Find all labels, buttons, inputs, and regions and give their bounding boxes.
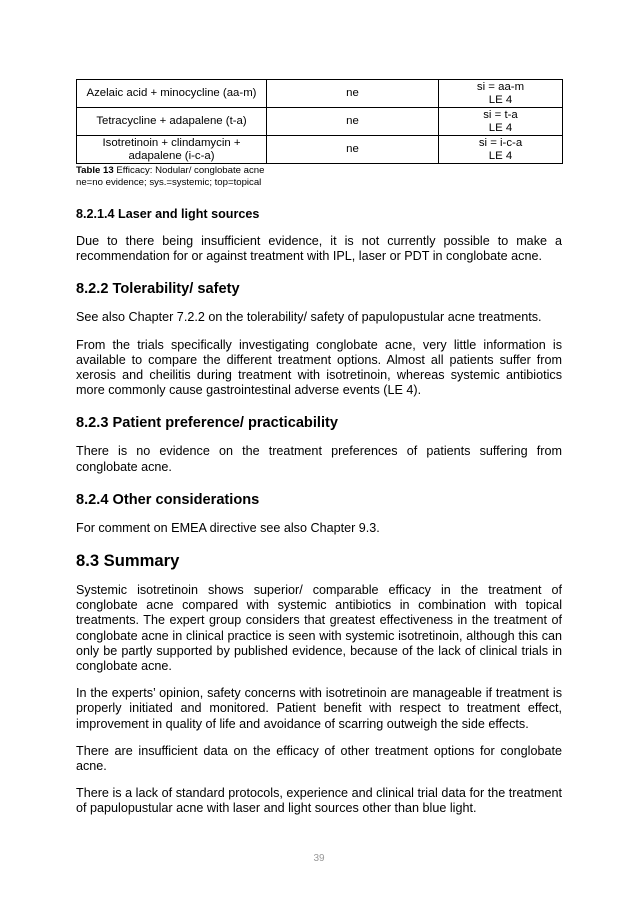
caption-label: Table 13 [76, 165, 114, 176]
result-level: LE 4 [488, 121, 513, 134]
paragraph: There are insufficient data on the efficacy of other treatment options for conglobate acne. [76, 743, 562, 774]
result-level: LE 4 [488, 149, 513, 162]
result-cell [439, 80, 563, 108]
section-heading-laser: 8.2.1.4 Laser and light sources [76, 207, 260, 221]
evidence-cell: ne [267, 136, 439, 164]
paragraph: In the experts’ opinion, safety concerns with isotretinoin are manageable if treatment is properly initiated and monitored. Patient benefit with respect to treatment effect, improvement in quality of life and avoidance of scarring outweigh the side effects. [76, 686, 562, 731]
caption-text: Efficacy: Nodular/ conglobate acne [113, 165, 265, 176]
table-row [77, 108, 563, 136]
treatment-text: Tetracycline + adapalene (t-a) [96, 115, 247, 127]
section-heading-preference: 8.2.3 Patient preference/ practicability [76, 415, 338, 432]
evidence-cell: ne [267, 80, 439, 108]
page-number: 39 [313, 853, 325, 864]
paragraph: There is no evidence on the treatment preferences of patients suffering from conglobate acne. [76, 444, 562, 474]
treatment-text: Azelaic acid + minocycline (aa-m) [86, 87, 257, 99]
treatment-cell [77, 80, 267, 108]
paragraph: There is a lack of standard protocols, experience and clinical trial data for the treatment of papulopustular acne with laser and light sources other than blue light. [76, 786, 562, 816]
section-heading-summary: 8.3 Summary [76, 551, 180, 571]
result-level: LE 4 [488, 93, 513, 106]
section-heading-other: 8.2.4 Other considerations [76, 491, 260, 508]
efficacy-table [76, 79, 563, 164]
caption-note: ne=no evidence; sys.=systemic; top=topical [76, 176, 262, 188]
table-caption [76, 165, 562, 188]
section-heading-tolerability: 8.2.2 Tolerability/ safety [76, 281, 240, 298]
treatment-cell [77, 136, 267, 164]
evidence-cell: ne [267, 108, 439, 136]
paragraph: From the trials specifically investigating conglobate acne, very little information is available to compare the different treatment options. Almost all patients suffer from xerosis and cheilitis during treatment with isotretinoin, whereas systemic antibiotics more commonly cause gastrointestinal adverse events (LE 4). [76, 337, 562, 398]
result-comparison: si = t-a [483, 108, 518, 121]
result-comparison: si = i-c-a [478, 136, 523, 149]
treatment-text: adapalene (i-c-a) [128, 149, 215, 162]
treatment-text: Isotretinoin + clindamycin + [102, 136, 241, 149]
table-row [77, 136, 563, 164]
table-row [77, 80, 563, 108]
paragraph: Systemic isotretinoin shows superior/ comparable efficacy in the treatment of conglobate acne compared with systemic antibiotics in combination with topical treatments. The expert group considers that greatest effectiveness in the treatment of conglobate acne in clinical practice is seen with systemic isotretinoin, although this can only be partly supported by published evidence, because of the lack of clinical trials in conglobate acne. [76, 583, 562, 674]
document-page [76, 79, 562, 817]
paragraph: For comment on EMEA directive see also Chapter 9.3. [76, 520, 380, 535]
treatment-cell [77, 108, 267, 136]
result-cell [439, 136, 563, 164]
result-cell [439, 108, 563, 136]
result-comparison: si = aa-m [476, 80, 525, 93]
paragraph: See also Chapter 7.2.2 on the tolerability/ safety of papulopustular acne treatments. [76, 310, 542, 325]
paragraph: Due to there being insufficient evidence, it is not currently possible to make a recommendation for or against treatment with IPL, laser or PDT in conglobate acne. [76, 234, 562, 264]
